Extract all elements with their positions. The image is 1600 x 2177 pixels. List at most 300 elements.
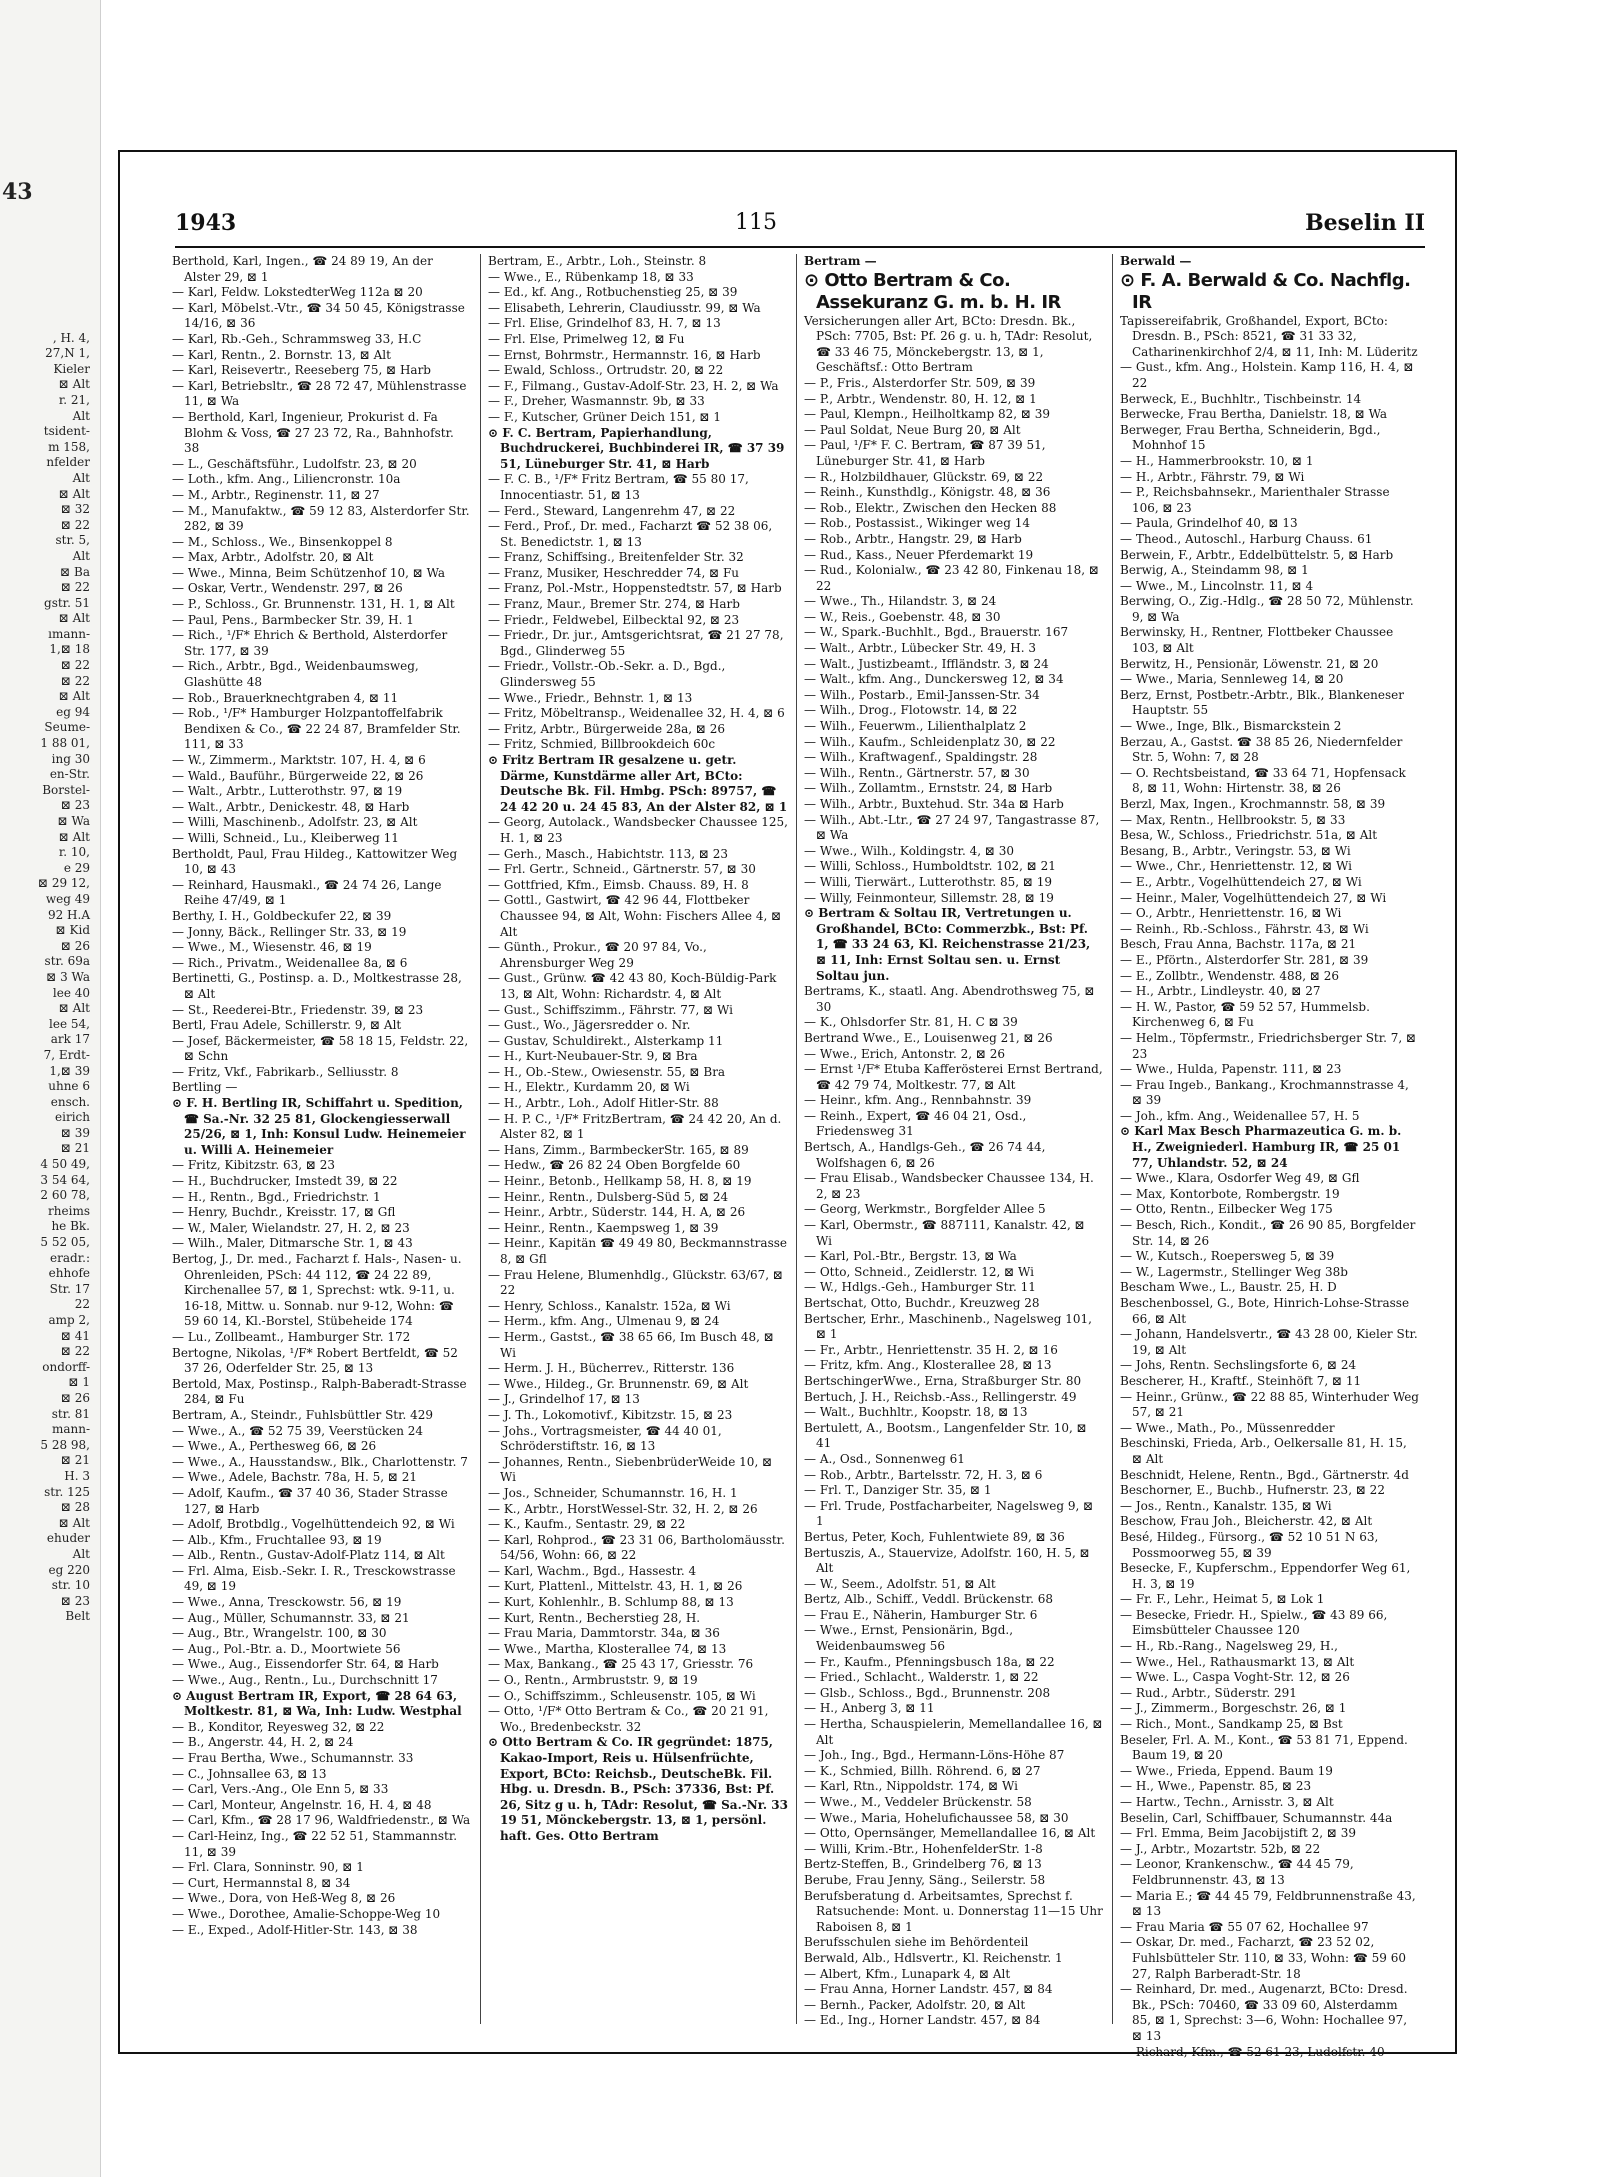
directory-entry: Beseler, Frl. A. M., Kont., ☎ 53 81 71, Eppend. Baum 19, ⊠ 20 [1120, 1732, 1408, 1763]
directory-entry: Bertogne, Nikolas, ¹/F* Robert Bertfeldt, ☎ 52 37 26, Oderfelder Str. 25, ⊠ 13 [172, 1345, 458, 1376]
directory-entry: — St., Reederei-Btr., Friedenstr. 39, ⊠ 23 [172, 1002, 424, 1017]
fragment-line: ⊠ Alt [58, 377, 90, 392]
directory-entry: — Frau Maria, Dammtorstr. 34a, ⊠ 36 [488, 1626, 720, 1641]
fragment-line: Belt [65, 1609, 90, 1624]
directory-entry: — Rob., Brauerknechtgraben 4, ⊠ 11 [172, 690, 399, 705]
directory-entry: — H., Arbtr., Loh., Adolf Hitler-Str. 88 [488, 1096, 719, 1111]
directory-entry: — K., Schmied, Billh. Röhrend. 6, ⊠ 27 [804, 1763, 1041, 1778]
directory-entry: — Max, Kontorbote, Rombergstr. 19 [1120, 1186, 1340, 1201]
column-2 [488, 254, 788, 2024]
directory-entry: — H., Anberg 3, ⊠ 11 [804, 1701, 935, 1716]
page-year: 1943 [175, 210, 237, 236]
fragment-line: ⊠ 29 12, [37, 876, 90, 891]
directory-entry: Berzau, A., Gastst. ☎ 38 85 26, Niedernfelder Str. 5, Wohn: 7, ⊠ 28 [1120, 734, 1403, 765]
directory-entry: — Karl, Rb.-Geh., Schrammsweg 33, H.C [172, 331, 422, 346]
directory-entry: — Wilh., Arbtr., Buxtehud. Str. 34a ⊠ Harb [804, 797, 1064, 811]
directory-entry: Berthy, I. H., Goldbeckufer 22, ⊠ 39 [172, 908, 392, 923]
directory-entry: — Wwe., Frieda, Eppend. Baum 19 [1120, 1763, 1333, 1778]
directory-entry: — Max, Rentn., Hellbrookstr. 5, ⊠ 33 [1120, 812, 1346, 827]
directory-entry: — Wwe., M., Lincolnstr. 11, ⊠ 4 [1120, 578, 1314, 593]
directory-entry: — Johs., Vortragsmeister, ☎ 44 40 01, Schröderstiftstr. 16, ⊠ 13 [488, 1423, 722, 1454]
directory-entry: — Ernst, Bohrmstr., Hermannstr. 16, ⊠ Harb [488, 347, 761, 362]
fragment-line: en-Str. [49, 767, 90, 782]
directory-entry: — Wilh., Abt.-Ltr., ☎ 27 24 97, Tangastrasse 87, ⊠ Wa [804, 812, 1100, 843]
fragment-line: ⊠ 39 [60, 1125, 90, 1140]
directory-entry: BertschingerWwe., Erna, Straßburger Str. 80 [804, 1373, 1082, 1388]
directory-entry: Bertus, Peter, Koch, Fuhlentwiete 89, ⊠ 36 [804, 1529, 1065, 1544]
directory-entry: Beschenbossel, G., Bote, Hinrich-Lohse-Strasse 66, ⊠ Alt [1120, 1296, 1410, 1326]
directory-page [118, 150, 1457, 2059]
directory-entry: ⊙ Fritz Bertram IR gesalzene u. getr. Därme, Kunstdärme aller Art, BCto: Deutsche Bk. Fil. Hmbg. PSch: 89757, ☎ 24 42 20 u. 24 45 83, An der Alster 82, ⊠ 1 [488, 753, 788, 814]
fragment-line: ⊠ 21 [60, 1141, 90, 1156]
directory-entry: — Ferd., Prof., Dr. med., Facharzt ☎ 52 38 06, St. Benedictstr. 1, ⊠ 13 [488, 519, 773, 549]
fragment-line: 27,N 1, [45, 346, 90, 361]
directory-entry: Bescham Wwe., L., Baustr. 25, H. D [1120, 1280, 1337, 1295]
directory-entry: Bertholdt, Paul, Frau Hildeg., Kattowitzer Weg 10, ⊠ 43 [172, 846, 458, 877]
directory-entry: — Gottl., Gastwirt, ☎ 42 96 44, Flottbeker Chaussee 94, ⊠ Alt, Wohn: Fischers Allee 4, ⊠ Alt [488, 893, 782, 939]
directory-entry: — Rich., Mont., Sandkamp 25, ⊠ Bst [1120, 1717, 1343, 1732]
directory-entry: — Wwe., A., ☎ 52 75 39, Veerstücken 24 [172, 1423, 424, 1438]
directory-entry: Berthold, Karl, Ingen., ☎ 24 89 19, An der Alster 29, ⊠ 1 [172, 254, 433, 284]
fragment-line: Alt [72, 408, 90, 423]
fragment-line: lee 40 [52, 985, 90, 1000]
directory-entry: Bertscher, Erhr., Maschinenb., Nagelsweg 101, ⊠ 1 [804, 1311, 1092, 1342]
fragment-line: Borstel- [42, 782, 90, 797]
directory-entry: Berz, Ernst, Postbetr.-Arbtr., Blk., Blankeneser Hauptstr. 55 [1120, 687, 1405, 718]
directory-entry: — H., Kurt-Neubauer-Str. 9, ⊠ Bra [488, 1049, 698, 1064]
directory-entry: ⊙ Otto Bertram & Co. Assekuranz G. m. b. H. IR [804, 269, 1061, 313]
fragment-line: ehuder [46, 1531, 90, 1546]
directory-entry: — Karl, Pol.-Btr., Bergstr. 13, ⊠ Wa [804, 1249, 1017, 1264]
directory-entry: Bertz, Alb., Schiff., Veddl. Brückenstr. 68 [804, 1592, 1054, 1607]
directory-entry: — Oskar, Dr. med., Facharzt, ☎ 23 52 02, Fuhlsbütteler Str. 110, ⊠ 33, Wohn: ☎ 59 60 27, Ralph Barberadt-Str. 18 [1120, 1935, 1406, 1981]
directory-entry: — Frl. Trude, Postfacharbeiter, Nagelsweg 9, ⊠ 1 [804, 1498, 1094, 1529]
directory-entry: — Wwe., Martha, Klosterallee 74, ⊠ 13 [488, 1641, 727, 1656]
directory-entry: — Curt, Hermannstal 8, ⊠ 34 [172, 1875, 351, 1890]
directory-entry: — K., Arbtr., HorstWessel-Str. 32, H. 2, ⊠ 26 [488, 1501, 758, 1516]
directory-entry: — Reinh., Kunsthdlg., Königstr. 48, ⊠ 36 [804, 485, 1051, 500]
fragment-line: 1,⊠ 39 [49, 1063, 90, 1078]
directory-entry: — Otto, Opernsänger, Memellandallee 16, ⊠ Alt [804, 1826, 1096, 1841]
directory-entry: ⊙ Karl Max Besch Pharmazeutica G. m. b. H., Zweigniederl. Hamburg IR, ☎ 25 01 77, Uhlandstr. 52, ⊠ 24 [1120, 1124, 1402, 1170]
directory-entry: — Ernst ¹/F* Etuba Kafferösterei Ernst Bertrand, ☎ 42 79 74, Moltkestr. 77, ⊠ Alt [804, 1062, 1103, 1092]
directory-entry: — Karl, Wachm., Bgd., Hassestr. 4 [488, 1563, 697, 1578]
directory-entry: — Frl. T., Danziger Str. 35, ⊠ 1 [804, 1483, 992, 1498]
directory-entry: — E., Exped., Adolf-Hitler-Str. 143, ⊠ 38 [172, 1922, 418, 1937]
directory-entry: — Wwe., Aug., Eissendorfer Str. 64, ⊠ Harb [172, 1657, 439, 1672]
directory-entry: — F., Dreher, Wasmannstr. 9b, ⊠ 33 [488, 394, 705, 409]
fragment-line: ⊠ Alt [58, 486, 90, 501]
fragment-line: , H. 4, [52, 330, 90, 345]
directory-entry: Tapissereifabrik, Großhandel, Export, BCto: Dresdn. B., PSch: 8521, ☎ 31 33 32, Catharinenkirchhof 2/4, ⊠ 11, Inh: M. Lüderitz [1120, 313, 1418, 359]
directory-entry: Besch, Frau Anna, Bachstr. 117a, ⊠ 21 [1120, 937, 1357, 952]
directory-entry: Bertschat, Otto, Buchdr., Kreuzweg 28 [804, 1296, 1040, 1310]
column-1 [172, 254, 472, 2024]
directory-entry: — F., Filmang., Gustav-Adolf-Str. 23, H. 2, ⊠ Wa [488, 378, 779, 393]
column-3 [804, 254, 1104, 2028]
directory-entry: — Fr., Kaufm., Pfenningsbusch 18a, ⊠ 22 [804, 1654, 1055, 1669]
directory-entry: Bertold, Max, Postinsp., Ralph-Baberadt-Strasse 284, ⊠ Fu [172, 1376, 467, 1407]
directory-entry: — W., Maler, Wielandstr. 27, H. 2, ⊠ 23 [172, 1220, 410, 1235]
fragment-line: nfelder [46, 455, 90, 470]
fragment-line: ⊠ 3 Wa [46, 969, 90, 984]
column-divider [1112, 254, 1113, 2024]
directory-entry: — K., Kaufm., Sentastr. 29, ⊠ 22 [488, 1517, 686, 1532]
fragment-line: ⊠ 41 [60, 1328, 90, 1343]
directory-entry: — W., Zimmerm., Marktstr. 107, H. 4, ⊠ 6 [172, 753, 426, 767]
running-head: Beselin II [1305, 210, 1425, 236]
fragment-line: str. 10 [51, 1578, 90, 1593]
directory-entry: — Frau Elisab., Wandsbecker Chaussee 134, H. 2, ⊠ 23 [804, 1171, 1094, 1201]
directory-entry: Berwig, A., Steindamm 98, ⊠ 1 [1120, 563, 1309, 578]
directory-entry: — Wwe., A., Perthesweg 66, ⊠ 26 [172, 1439, 377, 1454]
directory-entry: — Paul, Klempn., Heilholtkamp 82, ⊠ 39 [804, 407, 1051, 422]
directory-entry: — Jonny, Bäck., Rellinger Str. 33, ⊠ 19 [172, 924, 407, 939]
directory-entry: — Heinr., Grünw., ☎ 22 88 85, Winterhuder Weg 57, ⊠ 21 [1120, 1389, 1419, 1420]
fragment-line: rheims [48, 1203, 90, 1218]
directory-entry: — Frl. Clara, Sonninstr. 90, ⊠ 1 [172, 1860, 364, 1875]
directory-entry: — Rob., Arbtr., Hangstr. 29, ⊠ Harb [804, 531, 1022, 546]
directory-entry: — Wwe., Erich, Antonstr. 2, ⊠ 26 [804, 1046, 1005, 1061]
directory-entry: Bertl, Frau Adele, Schillerstr. 9, ⊠ Alt [172, 1018, 402, 1033]
directory-entry: Versicherungen aller Art, BCto: Dresdn. Bk., PSch: 7705, Bst: Pf. 26 g. u. h, TAdr: Resolut, ☎ 33 46 75, Mönckebergstr. 13, ⊠ 1, Geschäftsf.: Otto Bertram [804, 313, 1093, 375]
directory-entry: — Paula, Grindelhof 40, ⊠ 13 [1120, 516, 1298, 531]
directory-entry: — Otto, Schneid., Zeidlerstr. 12, ⊠ Wi [804, 1264, 1035, 1279]
fragment-line: 92 H.A [47, 907, 90, 922]
fragment-line: lee 54, [49, 1016, 90, 1031]
directory-entry: — P., Fris., Alsterdorfer Str. 509, ⊠ 39 [804, 375, 1036, 390]
directory-entry: Bertuch, J. H., Reichsb.-Ass., Rellingerstr. 49 [804, 1389, 1077, 1404]
fragment-line: ⊠ Alt [58, 1515, 90, 1530]
directory-entry: — Gust., kfm. Ang., Holstein. Kamp 116, H. 4, ⊠ 22 [1120, 360, 1414, 390]
fragment-line: uhne 6 [48, 1079, 90, 1094]
directory-entry: — Wilh., Postarb., Emil-Janssen-Str. 34 [804, 687, 1040, 702]
directory-entry: Berufsberatung d. Arbeitsamtes, Sprechst f. Ratsuchende: Mont. u. Donnerstag 11—15 Uhr Raboisen 8, ⊠ 1 [804, 1888, 1103, 1934]
fragment-line: 1 88 01, [40, 736, 90, 751]
fragment-line: ⊠ 22 [60, 517, 90, 532]
directory-entry: — Wwe., A., Hausstandsw., Blk., Charlottenstr. 7 [172, 1454, 468, 1469]
directory-entry: — Heinr., kfm. Ang., Rennbahnstr. 39 [804, 1093, 1032, 1108]
directory-entry: — Rud., Kolonialw., ☎ 23 42 80, Finkenau 18, ⊠ 22 [804, 563, 1099, 593]
directory-entry: — Walt., Buchhltr., Koopstr. 18, ⊠ 13 [804, 1405, 1028, 1420]
fragment-line: eradr.: [50, 1250, 90, 1265]
directory-entry: — H., Rentn., Bgd., Friedrichstr. 1 [172, 1189, 381, 1204]
directory-entry: — Kurt, Plattenl., Mittelstr. 43, H. 1, ⊠ 26 [488, 1579, 743, 1594]
directory-entry: Berweger, Frau Bertha, Schneiderin, Bgd., Mohnhof 15 [1120, 422, 1381, 453]
directory-entry: — Joh., kfm. Ang., Weidenallee 57, H. 5 [1120, 1108, 1360, 1123]
directory-entry: — Karl, Rohprod., ☎ 23 31 06, Bartholomäusstr. 54/56, Wohn: 66, ⊠ 22 [488, 1532, 785, 1563]
directory-entry: — Walt., Arbtr., Lübecker Str. 49, H. 3 [804, 641, 1036, 656]
directory-entry: — E., Zollbtr., Wendenstr. 488, ⊠ 26 [1120, 968, 1340, 983]
directory-entry: — Aug., Pol.-Btr. a. D., Moortwiete 56 [172, 1641, 401, 1656]
directory-entry: — Willy, Feinmonteur, Sillemstr. 28, ⊠ 19 [804, 890, 1054, 905]
directory-entry: Bertling — [172, 1080, 238, 1095]
directory-entry: — Glsb., Schloss., Bgd., Brunnenstr. 208 [804, 1685, 1051, 1700]
directory-entry: — Gust., Grünw. ☎ 42 43 80, Koch-Büldig-Park 13, ⊠ Alt, Wohn: Richardstr. 4, ⊠ Alt [488, 971, 777, 1001]
directory-entry: — Wwe., M., Wiesenstr. 46, ⊠ 19 [172, 940, 372, 955]
directory-entry: — Frau Helene, Blumenhdlg., Glückstr. 63/67, ⊠ 22 [488, 1267, 783, 1298]
directory-entry: — Franz, Pol.-Mstr., Hoppenstedtstr. 57, ⊠ Harb [488, 581, 782, 596]
fragment-line: ehhofe [48, 1266, 90, 1281]
directory-entry: — Ed., kf. Ang., Rotbuchenstieg 25, ⊠ 39 [488, 285, 738, 300]
directory-entry: — Wilh., Feuerwm., Lilienthalplatz 2 [804, 719, 1027, 734]
directory-entry: Bescherer, H., Kraftf., Steinhöft 7, ⊠ 11 [1120, 1373, 1362, 1388]
directory-entry: — H., Arbtr., Fährstr. 79, ⊠ Wi [1120, 469, 1305, 484]
directory-entry: Berwald — [1120, 254, 1192, 268]
fragment-line: str. 69a [44, 954, 90, 969]
directory-entry: — W., Lagermstr., Stellinger Weg 38b [1120, 1264, 1348, 1279]
directory-entry: — Wwe., Maria, Sennleweg 14, ⊠ 20 [1120, 672, 1344, 687]
directory-entry: — M., Arbtr., Reginenstr. 11, ⊠ 27 [172, 487, 380, 502]
directory-entry: — H., Hammerbrookstr. 10, ⊠ 1 [1120, 453, 1314, 468]
directory-entry: — H. P. C., ¹/F* FritzBertram, ☎ 24 42 20, An d. Alster 82, ⊠ 1 [488, 1111, 782, 1142]
directory-entry: Berwald, Alb., Hdlsvertr., Kl. Reichenstr. 1 [804, 1950, 1063, 1965]
directory-entry: — Frl. Emma, Beim Jacobijstift 2, ⊠ 39 [1120, 1826, 1357, 1841]
fragment-line: ⊠ 28 [60, 1500, 90, 1515]
directory-entry: Besang, B., Arbtr., Veringstr. 53, ⊠ Wi [1120, 843, 1351, 858]
directory-entry: — Paul, ¹/F* F. C. Bertram, ☎ 87 39 51, Lüneburger Str. 41, ⊠ Harb [804, 438, 1046, 468]
fragment-line: ⊠ 21 [60, 1453, 90, 1468]
directory-entry: — P., Reichsbahnsekr., Marienthaler Strasse 106, ⊠ 23 [1120, 485, 1390, 515]
directory-entry: — Wilh., Kaufm., Schleidenplatz 30, ⊠ 22 [804, 734, 1056, 749]
fragment-line: Alt [72, 1546, 90, 1561]
directory-entry: — Adolf, Kaufm., ☎ 37 40 36, Stader Strasse 127, ⊠ Harb [172, 1485, 448, 1516]
fragment-line: ⊠ Alt [58, 829, 90, 844]
directory-entry: Bertinetti, G., Postinsp. a. D., Moltkestrasse 28, ⊠ Alt [172, 971, 462, 1001]
fragment-line: ⊠ 22 [60, 658, 90, 673]
directory-entry: — Ferd., Steward, Langenrehm 47, ⊠ 22 [488, 503, 736, 518]
directory-entry: — F., Kutscher, Grüner Deich 151, ⊠ 1 [488, 409, 722, 424]
directory-entry: — Richard, Kfm., ☎ 52 61 23, Ludolfstr. 40 [1120, 2044, 1385, 2059]
directory-entry: — Carl, Monteur, Angelnstr. 16, H. 4, ⊠ 48 [172, 1797, 432, 1812]
directory-entry: — Aug., Müller, Schumannstr. 33, ⊠ 21 [172, 1610, 410, 1625]
directory-entry: — Wwe., Wilh., Koldingstr. 4, ⊠ 30 [804, 843, 1014, 858]
directory-entry: — Jos., Schneider, Schumannstr. 16, H. 1 [488, 1485, 738, 1500]
directory-entry: — Max, Arbtr., Adolfstr. 20, ⊠ Alt [172, 550, 374, 565]
fragment-line: ⊠ Ba [60, 564, 90, 579]
directory-entry: Beschorner, E., Buchb., Hufnerstr. 23, ⊠ 22 [1120, 1483, 1385, 1498]
directory-entry: — Max, Bankang., ☎ 25 43 17, Griesstr. 76 [488, 1657, 754, 1672]
directory-entry: — Alb., Kfm., Fruchtallee 93, ⊠ 19 [172, 1532, 382, 1547]
directory-entry: — Besch, Rich., Kondit., ☎ 26 90 85, Borgfelder Str. 14, ⊠ 26 [1120, 1218, 1416, 1248]
directory-entry: ⊙ Otto Bertram & Co. IR gegründet: 1875, Kakao-Import, Reis u. Hülsenfrüchte, Export, BCto: Reichsb., DeutscheBk. Fil. Hbg. u. Dresdn. B., PSch: 37336, Bst: Pf. 26, Sitz g u. h, TAdr: Resolut, ☎ Sa.-Nr. 33 19 51, Mönckebergstr. 13, ⊠ 1, persönl. haft. Ges. Otto Bertram [488, 1735, 788, 1843]
fragment-line: Alt [72, 470, 90, 485]
directory-entry: — Frl. Elise, Grindelhof 83, H. 7, ⊠ 13 [488, 316, 721, 331]
directory-entry: — Friedr., Vollstr.-Ob.-Sekr. a. D., Bgd., Glindersweg 55 [488, 659, 726, 690]
directory-entry: — Walt., kfm. Ang., Dunckersweg 12, ⊠ 34 [804, 672, 1064, 687]
directory-entry: — Adolf, Brotbdlg., Vogelhüttendeich 92, ⊠ Wi [172, 1517, 455, 1532]
fragment-line: 5 28 98, [40, 1437, 90, 1452]
directory-entry: — Wwe., Minna, Beim Schützenhof 10, ⊠ Wa [172, 565, 446, 580]
directory-entry: — Wwe., Maria, Hohelufichaussee 58, ⊠ 30 [804, 1810, 1069, 1825]
directory-entry: Bertz-Steffen, B., Grindelberg 76, ⊠ 13 [804, 1857, 1042, 1872]
directory-entry: — Wwe., Th., Hilandstr. 3, ⊠ 24 [804, 594, 997, 609]
directory-entry: — Wwe., Dorothee, Amalie-Schoppe-Weg 10 [172, 1906, 441, 1921]
fragment-line: str. 81 [51, 1406, 90, 1421]
directory-entry: — Otto, ¹/F* Otto Bertram & Co., ☎ 20 21 91, Wo., Bredenbeckstr. 32 [488, 1704, 769, 1734]
directory-entry: — Frl. Alma, Eisb.-Sekr. I. R., Tresckowstrasse 49, ⊠ 19 [172, 1563, 456, 1594]
fragment-line: Seume- [44, 720, 90, 735]
directory-entry: — Friedr., Feldwebel, Eilbecktal 92, ⊠ 23 [488, 612, 740, 627]
page-number: 115 [735, 210, 777, 235]
directory-entry: — P., Arbtr., Wendenstr. 80, H. 12, ⊠ 1 [804, 391, 1037, 406]
directory-entry: — Karl, Rtn., Nippoldstr. 174, ⊠ Wi [804, 1779, 1019, 1794]
column-4 [1120, 254, 1420, 2059]
directory-entry: — Willi, Krim.-Btr., HohenfelderStr. 1-8 [804, 1841, 1043, 1856]
fragment-line: m 158, [48, 439, 90, 454]
directory-entry: Bertulett, A., Bootsm., Langenfelder Str. 10, ⊠ 41 [804, 1420, 1087, 1451]
directory-entry: — Karl, Möbelst.-Vtr., ☎ 34 50 45, Königstrasse 14/16, ⊠ 36 [172, 300, 465, 331]
directory-entry: — Frau E., Näherin, Hamburger Str. 6 [804, 1607, 1038, 1622]
directory-entry: — H., Elektr., Kurdamm 20, ⊠ Wi [488, 1080, 690, 1095]
directory-entry: — Herm., kfm. Ang., Ulmenau 9, ⊠ 24 [488, 1314, 720, 1329]
directory-entry: Berwitz, H., Pensionär, Löwenstr. 21, ⊠ 20 [1120, 656, 1379, 671]
fragment-line: 3 54 64, [40, 1172, 90, 1187]
directory-entry: Bertuszis, A., Stauervize, Adolfstr. 160, H. 5, ⊠ Alt [804, 1545, 1090, 1576]
directory-entry: — Maria E.; ☎ 44 45 79, Feldbrunnenstraße 43, ⊠ 13 [1120, 1888, 1416, 1919]
directory-entry: — Loth., kfm. Ang., Liliencronstr. 10a [172, 472, 401, 487]
fragment-line: amp 2, [48, 1313, 90, 1327]
previous-page-fragment [0, 179, 96, 2045]
directory-entry: — L., Geschäftsführ., Ludolfstr. 23, ⊠ 20 [172, 456, 417, 471]
directory-entry: — Gust., Schiffszimm., Fährstr. 77, ⊠ Wi [488, 1002, 733, 1017]
directory-entry: — A., Osd., Sonnenweg 61 [804, 1451, 965, 1466]
fragment-line: 4 50 49, [40, 1157, 90, 1172]
directory-entry: — Karl, Reisevertr., Reeseberg 75, ⊠ Harb [172, 363, 431, 378]
directory-entry: — P., Schloss., Gr. Brunnenstr. 131, H. 1, ⊠ Alt [172, 597, 455, 612]
directory-entry: — Kurt, Kohlenhlr., B. Schlump 88, ⊠ 13 [488, 1595, 734, 1610]
fragment-line: ⊠ 32 [60, 502, 90, 517]
fragment-line: ing 30 [51, 751, 90, 766]
directory-entry: Bertog, J., Dr. med., Facharzt f. Hals-, Nasen- u. Ohrenleiden, PSch: 44 112, ☎ 24 22 89, Kirchenallee 57, ⊠ 1, Sprechst: wtk. 9-11, u. 16-18, Mittw. u. Sonnab. nur 9-12, Wohn: ☎ 59 60 14, Kl.-Borstel, Stübeheide 174 [172, 1252, 462, 1329]
directory-entry: — Reinh., Expert, ☎ 46 04 21, Osd., Friedensweg 31 [804, 1108, 1027, 1139]
directory-entry: Berwecke, Frau Bertha, Danielstr. 18, ⊠ Wa [1120, 407, 1388, 422]
directory-entry: — Frau Bertha, Wwe., Schumannstr. 33 [172, 1751, 414, 1765]
fragment-line: r. 10, [58, 845, 90, 860]
directory-entry: — J., Zimmerm., Borgeschstr. 26, ⊠ 1 [1120, 1701, 1347, 1716]
directory-entry: — Willi, Schneid., Lu., Kleiberweg 11 [172, 830, 399, 845]
fragment-line: tsident- [43, 424, 90, 439]
directory-entry: Berwein, F., Arbtr., Eddelbüttelstr. 5, ⊠ Harb [1120, 547, 1394, 562]
directory-entry: — Rob., ¹/F* Hamburger Holzpantoffelfabrik Bendixen & Co., ☎ 22 24 87, Bramfelder Str. 111, ⊠ 33 [172, 706, 461, 752]
directory-entry: — Günth., Prokur., ☎ 20 97 84, Vo., Ahrensburger Weg 29 [488, 940, 707, 970]
directory-entry: — Fritz, Möbeltransp., Weidenallee 32, H. 4, ⊠ 6 [488, 706, 785, 721]
directory-entry: — Joh., Ing., Bgd., Hermann-Löns-Höhe 87 [804, 1748, 1065, 1763]
directory-entry: — Georg, Autolack., Wandsbecker Chaussee 125, H. 1, ⊠ 23 [488, 815, 788, 845]
directory-entry: — H., Wwe., Papenstr. 85, ⊠ 23 [1120, 1779, 1312, 1794]
column-divider [796, 254, 797, 2024]
directory-entry: — Willi, Tierwärt., Lutterothstr. 85, ⊠ 19 [804, 874, 1053, 889]
fragment-line: str. 125 [44, 1484, 90, 1499]
fragment-line: ark 17 [50, 1032, 90, 1047]
directory-entry: — Franz, Maur., Bremer Str. 274, ⊠ Harb [488, 597, 740, 612]
directory-entry: — Jos., Rentn., Kanalstr. 135, ⊠ Wi [1120, 1498, 1332, 1513]
directory-entry: — Wwe., Anna, Tresckowstr. 56, ⊠ 19 [172, 1595, 402, 1610]
directory-entry: — Karl, Obermstr., ☎ 887111, Kanalstr. 42, ⊠ Wi [804, 1218, 1085, 1248]
directory-entry: — Fritz, Arbtr., Bürgerweide 28a, ⊠ 26 [488, 721, 726, 736]
directory-entry: — J., Arbtr., Mozartstr. 52b, ⊠ 22 [1120, 1841, 1321, 1856]
fragment-line: ⊠ Alt [58, 611, 90, 626]
directory-entry: — Wwe., Math., Po., Müssenredder [1120, 1420, 1335, 1435]
fragment-line: 2 60 78, [40, 1188, 90, 1203]
fragment-line: ⊠ 22 [60, 1344, 90, 1359]
directory-entry: — Wwe., M., Veddeler Brückenstr. 58 [804, 1795, 1032, 1809]
fragment-line: eirich [55, 1110, 90, 1125]
directory-entry: — Rob., Elektr., Zwischen den Hecken 88 [804, 500, 1057, 515]
fragment-line: ımann- [48, 626, 90, 641]
directory-entry: — Henry, Schloss., Kanalstr. 152a, ⊠ Wi [488, 1298, 731, 1313]
directory-entry: — Wwe., Friedr., Behnstr. 1, ⊠ 13 [488, 690, 693, 705]
directory-entry: — Heinr., Rentn., Dulsberg-Süd 5, ⊠ 24 [488, 1189, 729, 1204]
directory-entry: — F. C. B., ¹/F* Fritz Bertram, ☎ 55 80 17, Innocentiastr. 51, ⊠ 13 [488, 472, 749, 502]
directory-entry: — Aug., Btr., Wrangelstr. 100, ⊠ 30 [172, 1626, 387, 1641]
directory-entry: — Elisabeth, Lehrerin, Claudiusstr. 99, ⊠ Wa [488, 300, 761, 315]
fragment-line: gstr. 51 [44, 595, 90, 610]
directory-entry: — Wwe., Hildeg., Gr. Brunnenstr. 69, ⊠ Alt [488, 1376, 749, 1391]
directory-entry: — Frau Anna, Horner Landstr. 457, ⊠ 84 [804, 1982, 1053, 1997]
directory-entry: — E., Pförtn., Alsterdorfer Str. 281, ⊠ 39 [1120, 952, 1369, 967]
directory-entry: — Heinr., Betonb., Hellkamp 58, H. 8, ⊠ 19 [488, 1174, 752, 1189]
fragment-line: ⊠ Wa [57, 814, 90, 828]
directory-entry: — M., Schloss., We., Binsenkoppel 8 [172, 534, 393, 549]
directory-entry: — H., Rb.-Rang., Nagelsweg 29, H., [1120, 1639, 1338, 1654]
directory-entry: — H., Buchdrucker, Imstedt 39, ⊠ 22 [172, 1174, 398, 1189]
directory-entry: Berube, Frau Jenny, Säng., Seilerstr. 58 [804, 1872, 1046, 1887]
fragment-line: ⊠ 1 [68, 1375, 90, 1390]
directory-entry: — Helm., Töpfermstr., Friedrichsberger Str. 7, ⊠ 23 [1120, 1030, 1417, 1061]
directory-entry: — Josef, Bäckermeister, ☎ 58 18 15, Feldstr. 22, ⊠ Schn [172, 1033, 469, 1064]
fragment-line: 7, Erdt- [43, 1047, 90, 1062]
directory-entry: — Theod., Autoschl., Harburg Chauss. 61 [1120, 531, 1373, 546]
directory-entry: — Heinr., Kapitän ☎ 49 49 80, Beckmannstrasse 8, ⊠ Gfl [488, 1236, 787, 1266]
directory-entry: — H. W., Pastor, ☎ 59 52 57, Hummelsb. Kirchenweg 6, ⊠ Fu [1120, 999, 1370, 1030]
directory-entry: Beselin, Carl, Schiffbauer, Schumannstr. 44a [1120, 1810, 1393, 1825]
directory-entry: Berweck, E., Buchhltr., Tischbeinstr. 14 [1120, 391, 1362, 406]
directory-entry: Bertsch, A., Handlgs-Geh., ☎ 26 74 44, Wolfshagen 6, ⊠ 26 [804, 1140, 1046, 1170]
directory-entry: — Walt., Arbtr., Denickestr. 48, ⊠ Harb [172, 799, 410, 814]
directory-entry: — Fritz, Kibitzstr. 63, ⊠ 23 [172, 1158, 336, 1173]
directory-entry: — Willi, Maschinenb., Adolfstr. 23, ⊠ Alt [172, 815, 418, 830]
directory-entry: — Wilh., Rentn., Gärtnerstr. 57, ⊠ 30 [804, 765, 1030, 780]
directory-entry: — Hans, Zimm., BarmbeckerStr. 165, ⊠ 89 [488, 1142, 749, 1157]
fragment-line: ⊠ 23 [60, 1593, 90, 1608]
directory-entry: — Franz, Schiffsing., Breitenfelder Str. 32 [488, 550, 744, 565]
directory-entry: — H., Ob.-Stew., Owiesenstr. 55, ⊠ Bra [488, 1064, 726, 1079]
directory-entry: — Wald., Bauführ., Bürgerweide 22, ⊠ 26 [172, 768, 424, 783]
directory-entry: Bertram, A., Steindr., Fuhlsbüttler Str. 429 [172, 1407, 434, 1422]
directory-entry: — Wilh., Maler, Ditmarsche Str. 1, ⊠ 43 [172, 1236, 413, 1251]
fragment-line: ⊠ 26 [60, 938, 90, 953]
directory-entry: — W., Hdlgs.-Geh., Hamburger Str. 11 [804, 1280, 1036, 1295]
directory-entry: — Hedw., ☎ 26 82 24 Oben Borgfelde 60 [488, 1158, 741, 1173]
fragment-line: ensch. [50, 1094, 90, 1109]
directory-entry: — Lu., Zollbeamt., Hamburger Str. 172 [172, 1329, 411, 1344]
directory-entry: — Frl. Gertr., Schneid., Gärtnerstr. 57, ⊠ 30 [488, 862, 756, 877]
directory-entry: — Wwe., Hulda, Papenstr. 111, ⊠ 23 [1120, 1062, 1342, 1077]
column-divider [480, 254, 481, 2024]
directory-entry: — M., Manufaktw., ☎ 59 12 83, Alsterdorfer Str. 282, ⊠ 39 [172, 503, 470, 534]
directory-entry: — J. Th., Lokomotivf., Kibitzstr. 15, ⊠ 23 [488, 1407, 733, 1422]
directory-entry: ⊙ F. C. Bertram, Papierhandlung, Buchdruckerei, Buchbinderei IR, ☎ 37 39 51, Lüneburger Str. 41, ⊠ Harb [488, 425, 785, 471]
directory-entry: — Friedr., Dr. jur., Amtsgerichtsrat, ☎ 21 27 78, Bgd., Glinderweg 55 [488, 628, 784, 658]
directory-entry: — Hertha, Schauspielerin, Memellandallee 16, ⊠ Alt [804, 1717, 1103, 1747]
directory-entry: — Wwe., Dora, von Heß-Weg 8, ⊠ 26 [172, 1891, 396, 1906]
directory-entry: — Reinhard, Dr. med., Augenarzt, BCto: Dresd. Bk., PSch: 70460, ☎ 33 09 60, Alsterdamm 85, ⊠ 1, Sprechst: 3—6, Wohn: Hochallee 97, ⊠ 13 [1120, 1982, 1408, 2043]
header-rule [175, 246, 1425, 248]
fragment-line: ⊠ Alt [58, 689, 90, 704]
directory-entry: — Frl. Else, Primelweg 12, ⊠ Fu [488, 331, 685, 346]
directory-entry: — Heinr., Arbtr., Süderstr. 144, H. A, ⊠ 26 [488, 1205, 746, 1220]
